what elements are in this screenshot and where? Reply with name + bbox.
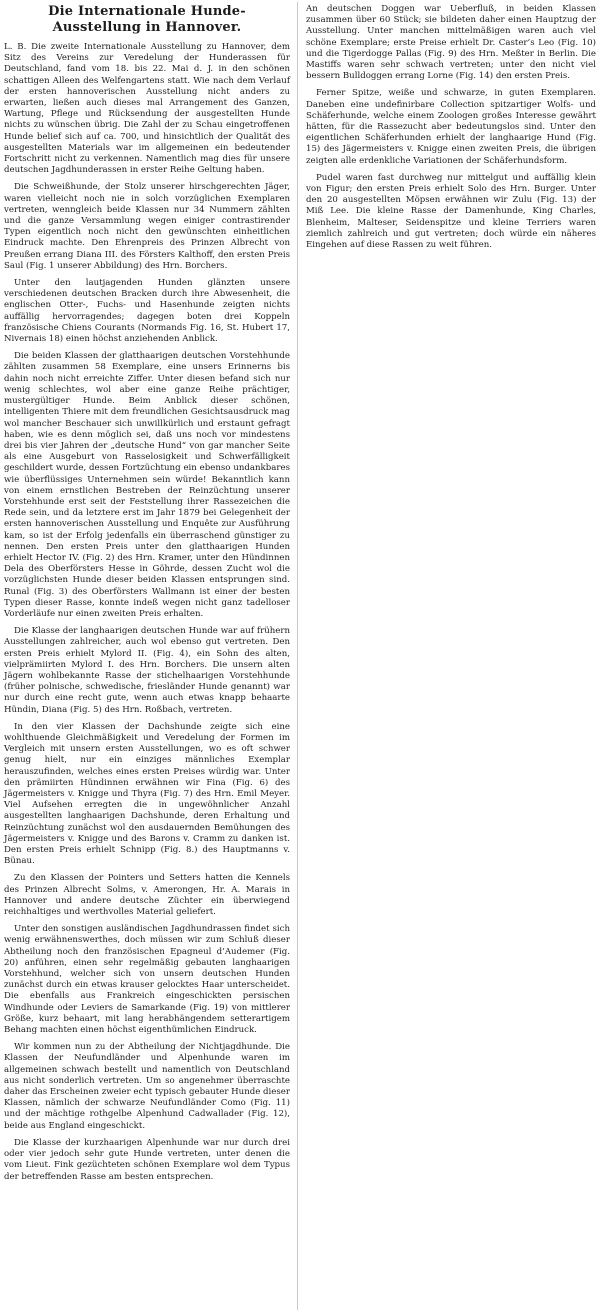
paragraph: L. B. Die zweite Internationale Ausstellung zu Hannover, dem Sitz des Vereins zur Veredelung der Hunderassen für Deutschland, fand vom 18. bis 22. Mai d. J. in den schönen schattigen Alleen des Welfengartens statt. Wie nach dem Verlauf der ersten hannoverischen Ausstellung nicht anders zu erwarten, ließen auch dieses mal Arrangement des Ganzen, Wartung, Pflege und Rücksendung der ausgestellten Hunde nichts zu wünschen übrig. Die Zahl der zu Schau eingetroffenen Hunde belief sich auf ca. 700, und hinsichtlich der Qualität des ausgestellten Materials war im allgemeinen ein bedeutender Fortschritt nicht zu verkennen. Namentlich mag dies für unsere deutschen Jagdhunderassen in erster Reihe Geltung haben. [4, 42, 290, 176]
column-divider [297, 2, 298, 1310]
paragraph: Unter den sonstigen ausländischen Jagdhundrassen findet sich wenig erwähnenswerthes, doch müssen wir zum Schluß dieser Abtheilung noch den französischen Epagneul d’Audemer (Fig. 20) anführen, einen sehr regelmäßig gebauten langhaarigen Vorstehhund, welcher sich von unsern deutschen Hunden zunächst durch ein etwas krauser gelocktes Haar unterscheidet. Die ebenfalls aus Frankreich eingeschickten persischen Windhunde oder Leviers de Samarkande (Fig. 19) von mittlerer Größe, kurz behaart, mit lang herabhängendem setterartigem Behang machten einen höchst eigenthümlichen Eindruck. [4, 924, 290, 1036]
paragraph: Wir kommen nun zu der Abtheilung der Nichtjagdhunde. Die Klassen der Neufundländer und Alpenhunde waren im allgemeinen schwach bestellt und namentlich von Deutschland aus nicht sonderlich vertreten. Um so angenehmer überraschte daher das Erscheinen zweier echt typisch gebauter Hunde dieser Klassen, nämlich der schwarze Neufundländer Como (Fig. 11) und der mächtige rothgelbe Alpenhund Cadwallader (Fig. 12), beide aus England eingeschickt. [4, 1042, 290, 1131]
right-column [306, 4, 596, 257]
paragraph: Unter den lautjagenden Hunden glänzten unsere verschiedenen deutschen Bracken durch ihre Abwesenheit, die englischen Otter-, Fuchs- und Hasenhunde zeigten nichts auffällig hervorragendes; dagegen boten drei Koppeln französische Chiens Courants (Normands Fig. 16, St. Hubert 17, Nivernais 18) einen höchst anziehenden Anblick. [4, 278, 290, 345]
paragraph: Die beiden Klassen der glatthaarigen deutschen Vorstehhunde zählten zusammen 58 Exemplare, eine unsers Erinnerns bis dahin noch nicht erreichte Ziffer. Unter diesen befand sich nur wenig schlechtes, wol aber eine ganze Reihe prächtiger, mustergültiger Hunde. Beim Anblick dieser schönen, intelligenten Thiere mit dem freundlichen Gesichtsausdruck mag wol mancher Beschauer sich unwillkürlich und erstaunt gefragt haben, wie es denn möglich sei, daß uns noch vor mindestens drei bis vier Jahren der „deutsche Hund“ von gar mancher Seite als eine Ausgeburt von Rasselosigkeit und Schwerfälligkeit geschildert wurde, dessen Fortzüchtung ein ebenso undankbares wie überflüssiges Unternehmen sein würde! Bekanntlich kann von einem ernstlichen Bestreben der Reinzüchtung unserer Vorstehhunde erst seit der Feststellung ihrer Rassezeichen die Rede sein, und da letztere erst im Jahr 1879 bei Gelegenheit der ersten hannoverischen Ausstellung und Enquête zur Ausführung kam, so ist der Erfolg jedenfalls ein überraschend günstiger zu nennen. Den ersten Preis unter den glatthaarigen Hunden erhielt Hector IV. (Fig. 2) des Hrn. Kramer, unter den Hündinnen Dela des Oberförsters Hesse in Göhrde, dessen Zucht wol die vorzüglichsten Hunde dieser beiden Klassen entsprungen sind. Runal (Fig. 3) des Oberförsters Wallmann ist einer der besten Typen dieser Rasse, konnte indeß wegen nicht ganz tadelloser Vorderläufe nur einen zweiten Preis erhalten. [4, 351, 290, 619]
paragraph: Zu den Klassen der Pointers und Setters hatten die Kennels des Prinzen Albrecht Solms, v. Amerongen, Hr. A. Marais in Hannover und andere deutsche Züchter ein überwiegend reichhaltiges und werthvolles Material geliefert. [4, 873, 290, 918]
left-column [4, 4, 290, 1189]
paragraph: Ferner Spitze, weiße und schwarze, in guten Exemplaren. Daneben eine undefinirbare Collection spitzartiger Wolfs- und Schäferhunde, welche einem Zoologen großes Interesse gewährt hätten, für die Rassezucht aber bedeutungslos sind. Unter den eigentlichen Schäferhunden erhielt der langhaarige Hund (Fig. 15) des Jägermeisters v. Knigge einen zweiten Preis, die übrigen zeigten alle erdenkliche Variationen der Schäferhundsform. [306, 88, 596, 166]
left-paragraphs [4, 42, 290, 1183]
paragraph: Die Klasse der langhaarigen deutschen Hunde war auf frühern Ausstellungen zahlreicher, auch wol ebenso gut vertreten. Den ersten Preis erhielt Mylord II. (Fig. 4), ein Sohn des alten, vielprämiirten Mylord I. des Hrn. Borchers. Die unsern alten Jägern wohlbekannte Rasse der stichelhaarigen Vorstehhunde (früher polnische, schwedische, friesländer Hunde genannt) war nur durch eine recht gute, wenn auch etwas knapp behaarte Hündin, Diana (Fig. 5) des Hrn. Roßbach, vertreten. [4, 626, 290, 715]
article-title: Die Internationale Hunde-Ausstellung in Hannover. [48, 4, 246, 35]
paragraph: In den vier Klassen der Dachshunde zeigte sich eine wohlthuende Gleichmäßigkeit und Veredelung der Formen im Vergleich mit unsern ersten Ausstellungen, wo es oft schwer genug hielt, nur ein einziges männliches Exemplar herauszufinden, welches eines ersten Preises würdig war. Unter den prämiirten Hündinnen erwähnen wir Fina (Fig. 6) des Jägermeisters v. Knigge und Thyra (Fig. 7) des Hrn. Emil Meyer. Viel Aufsehen erregten die in ungewöhnlicher Anzahl ausgestellten langhaarigen Dachshunde, deren Erhaltung und Reinzüchtung zunächst wol den ausdauernden Bemühungen des Jägermeisters v. Knigge und des Barons v. Cramm zu danken ist. Den ersten Preis erhielt Schnipp (Fig. 8.) des Hauptmanns v. Bünau. [4, 721, 290, 867]
paragraph: Die Klasse der kurzhaarigen Alpenhunde war nur durch drei oder vier jedoch sehr gute Hunde vertreten, unter denen die vom Lieut. Fink gezüchteten schönen Exemplare wol dem Typus der betreffenden Rasse am besten entsprechen. [4, 1137, 290, 1182]
paragraph: Die Schweißhunde, der Stolz unserer hirschgerechten Jäger, waren vielleicht noch nie in solch vorzüglichen Exemplaren vertreten, wenngleich beide Klassen nur 34 Nummern zählten und die ganze Versammlung wegen einiger contrastirender Typen eigentlich noch nicht den gewünschten einheitlichen Eindruck machte. Den Ehrenpreis des Prinzen Albrecht von Preußen errang Diana III. des Försters Kalthoff, den ersten Preis Saul (Fig. 1 unserer Abbildung) des Hrn. Borchers. [4, 182, 290, 271]
paragraph: An deutschen Doggen war Ueberfluß, in beiden Klassen zusammen über 60 Stück; sie bildeten daher einen Hauptzug der Ausstellung. Unter manchen mittelmäßigen waren auch viel schöne Exemplare; erste Preise erhielt Dr. Caster’s Leo (Fig. 10) und die Tigerdogge Pallas (Fig. 9) des Hrn. Meßter in Berlin. Die Mastiffs waren sehr schwach vertreten; unter den nicht viel bessern Bulldoggen errang Lorne (Fig. 14) den ersten Preis. [306, 4, 596, 82]
paragraph: Pudel waren fast durchweg nur mittelgut und auffällig klein von Figur; den ersten Preis erhielt Solo des Hrn. Burger. Unter den 20 ausgestellten Möpsen erwähnen wir Zulu (Fig. 13) der Miß Lee. Die kleine Rasse der Damenhunde, King Charles, Blenheim, Malteser, Seidenspitze und kleine Terriers waren ziemlich zahlreich und gut vertreten; doch würde ein näheres Eingehen auf diese Rassen zu weit führen. [306, 172, 596, 251]
